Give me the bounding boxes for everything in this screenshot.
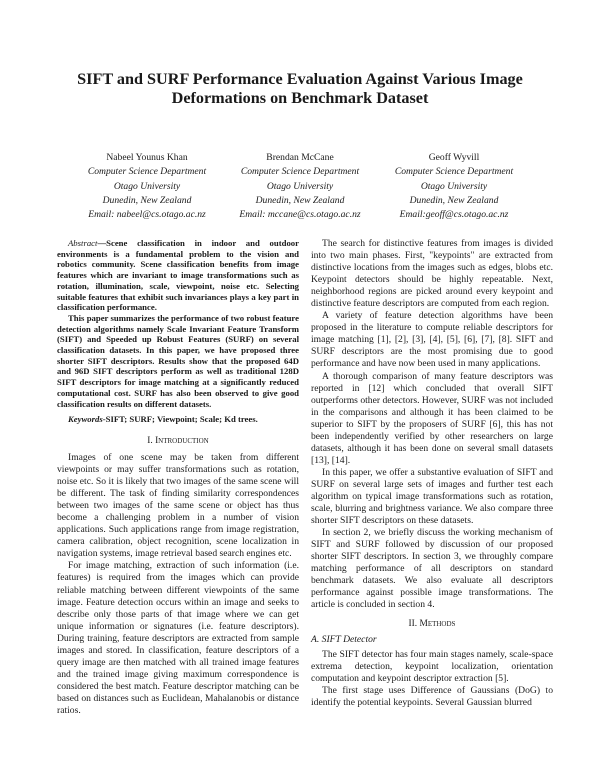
author-city: Dunedin, New Zealand (409, 194, 499, 206)
right-paragraph-2: A variety of feature detection algorithms have been proposed in the literature to compute reliable descriptors for image matching [1], [2], [3], [4], [5], [6], [7], [8]. SIFT and SURF descriptors are the most promising due to good performance and have now been used in many applications. (311, 310, 553, 370)
left-column (57, 238, 299, 717)
author-name: Geoff Wyvill (428, 152, 480, 163)
right-paragraph-5: In section 2, we briefly discuss the working mechanism of SIFT and SURF followed by discussion of our proposed shorter SIFT descriptors. In section 3, we throughly compare matching performance of all descriptors on standard benchmark datasets. We also evaluate all descriptors performance against possible image transformations. The article is concluded in section 4. (311, 527, 553, 611)
author-email: Email: nabeel@cs.otago.ac.nz (88, 209, 206, 221)
keywords-label: Keywords (68, 414, 103, 425)
section-heading-methods (311, 618, 553, 630)
abstract-label: Abstract (68, 238, 98, 248)
right-paragraph-1: The search for distinctive features from images is divided into two main phases. First, "keypoints" are extracted from distinctive locations from the images such as edges, blobs etc. Keypoint detectors should be highly repeatable. Next, neighborhood regions are picked around every keypoint and distinctive feature descriptors are computed from each region. (311, 238, 553, 310)
section-title: Methods (419, 619, 456, 630)
section-number: I. (147, 435, 153, 446)
author-city: Dunedin, New Zealand (255, 194, 345, 206)
author-city: Dunedin, New Zealand (102, 194, 192, 206)
section-number: II. (408, 619, 418, 630)
keywords-text: -SIFT; SURF; Viewpoint; Scale; Kd trees. (102, 414, 258, 425)
right-paragraph-4: In this paper, we offer a substantive evaluation of SIFT and SURF on several large sets of images and further test each algorithm on typical image transformations such as rotation, scale, blurring and brightness variance. We also compare three shorter SIFT descriptors on these datasets. (311, 466, 553, 527)
author-name: Brendan McCane (266, 152, 334, 163)
right-paragraph-6: The SIFT detector has four main stages namely, scale-space extrema detection, keypoint localization, orientation computation and keypoint descriptor extraction [5]. (311, 648, 553, 684)
author-univ: Otago University (420, 180, 488, 192)
abstract-paragraph-2: This paper summarizes the performance of two robust feature detection algorithms namely Scale Invariant Feature Transform (SIFT) and Speeded up Robust Features (SURF) on several classification datasets. In this paper, we have proposed three shorter SIFT descriptors. Results show that the proposed 64D and 96D SIFT descriptors perform as well as traditional 128D SIFT descriptors for image matching at a significantly reduced computational cost. SURF has also been observed to give good classification results on different datasets. (57, 312, 299, 409)
intro-paragraph-1: Images of one scene may be taken from different viewpoints or may suffer transformations such as rotation, noise etc. So it is likely that two images of the same scene will be different. The task of finding similarity correspondences between two images of the same scene or object has thus become a challenging problem in a number of vision applications. Such applications range from image registration, camera calibration, object recognition, scene localization in navigation systems, image retrieval based search engines etc. (57, 452, 299, 560)
abstract-text: —Scene classification in indoor and outdoor environments is a fundamental problem to the vision and robotics community. Scene classification benefits from image features which are invariant to image transformations such as rotation, illumination, scale, viewpoint, noise etc. Selecting suitable features that exhibit such invariances plays a key part in classification performance. (57, 238, 299, 313)
author-univ: Otago University (266, 180, 334, 192)
author-block (364, 151, 544, 222)
author-dept: Computer Science Department (394, 166, 514, 178)
author-block (210, 151, 390, 222)
author-name: Nabeel Younus Khan (106, 152, 188, 163)
abstract-paragraph (57, 238, 299, 313)
paper-title: SIFT and SURF Performance Evaluation Against Various Image Deformations on Benchmark Dataset (77, 70, 523, 107)
intro-paragraph-2: For image matching, extraction of such information (i.e. features) is required from the images which can provide reliable matching between different viewpoints of the same image. Feature detection occurs within an image and seeks to describe only those parts of that image where we can get unique information or signatures (i.e. feature descriptors). During training, feature descriptors are extracted from sample images and stored. In classification, feature descriptors of a query image are then matched with all trained image features and the trained image giving maximum correspondence is considered the best match. Feature descriptor matching can be based on distances such as Euclidean, Mahalanobis or distance ratios. (57, 560, 299, 716)
author-dept: Computer Science Department (240, 166, 360, 178)
keywords (57, 414, 299, 425)
section-title: Introduction (155, 435, 209, 446)
subsection-heading-sift: A. SIFT Detector (311, 633, 377, 645)
section-heading-introduction (57, 435, 299, 447)
right-column (311, 238, 553, 709)
right-paragraph-7: The first stage uses Difference of Gaussians (DoG) to identify the potential keypoints. Several Gaussian blurred (311, 684, 553, 708)
author-email: Email:geoff@cs.otago.ac.nz (399, 209, 509, 221)
right-paragraph-3: A thorough comparison of many feature descriptors was reported in [12] which concluded that overall SIFT outperforms other detectors. However, SURF was not included in the comparisons and although it has been claimed to be superior to SIFT by the proposers of SURF [6], this has not been independently verified by other researchers on large datasets, although it has been done on several small datasets [13], [14]. (311, 370, 553, 466)
author-email: Email: mccane@cs.otago.ac.nz (239, 209, 361, 221)
author-dept: Computer Science Department (87, 166, 207, 178)
author-univ: Otago University (113, 180, 181, 192)
